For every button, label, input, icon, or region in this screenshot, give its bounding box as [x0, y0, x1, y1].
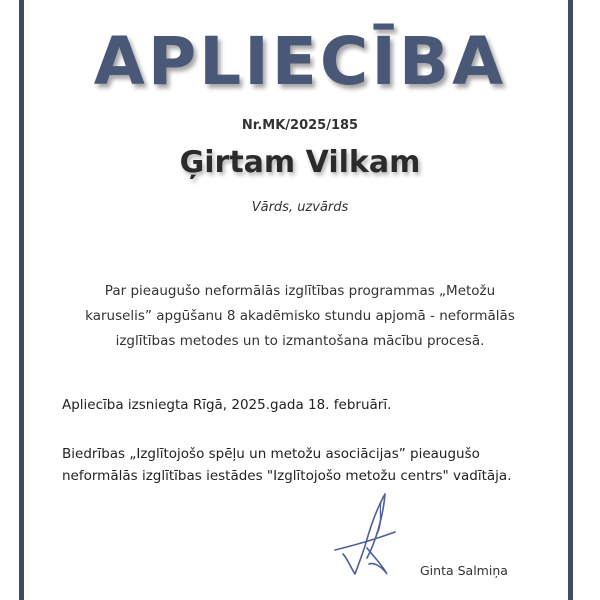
- signature-image: [325, 488, 415, 583]
- organization-statement: Biedrības „Izglītojošo spēļu un metožu asociācijas” pieaugušo neformālās izglītības iestādes "Izglītojošo metožu centrs" vadītāja.: [62, 446, 512, 484]
- certificate-title: APLIECĪBA: [93, 23, 507, 100]
- signer-name: Ginta Salmiņa: [420, 563, 508, 578]
- program-description: Par pieaugušo neformālās izglītības programmas „Metožu karuselis” apgūšanu 8 akadēmisko stundu apjomā - neformālās izglītības metodes un to izmantošana mācību procesā.: [85, 283, 515, 349]
- certificate-number: Nr.MK/2025/185: [241, 118, 359, 133]
- recipient-name: Ģirtam Vilkam: [179, 145, 421, 180]
- issue-statement: Apliecība izsniegta Rīgā, 2025.gada 18. februārī.: [62, 397, 392, 413]
- name-caption: Vārds, uzvārds: [251, 200, 349, 215]
